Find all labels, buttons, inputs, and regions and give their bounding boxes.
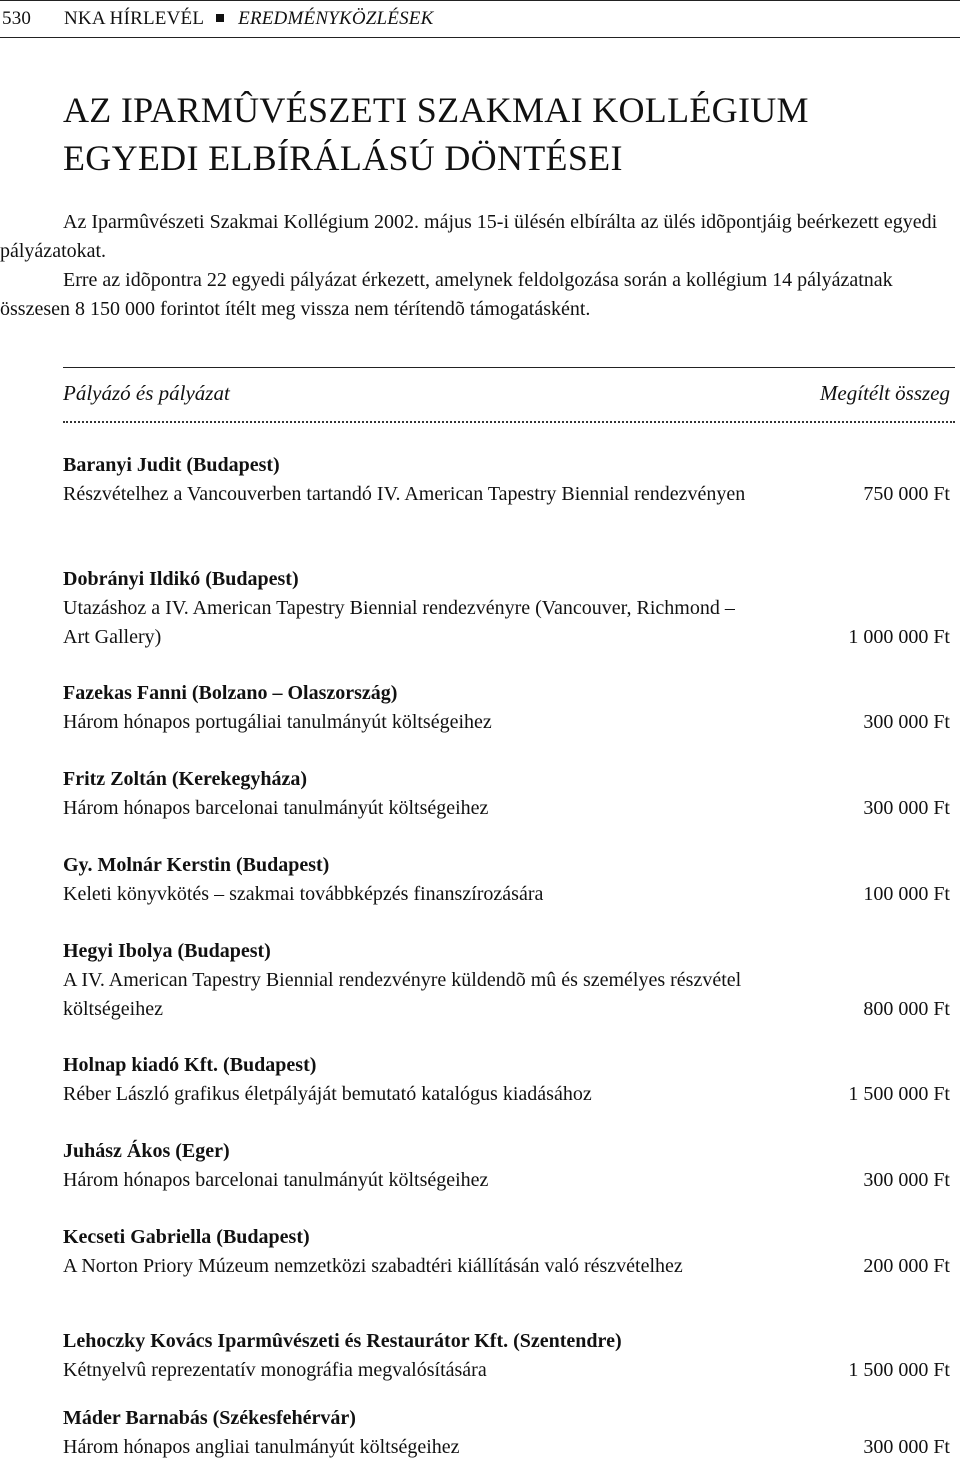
applicant-name: Máder Barnabás (Székesfehérvár) xyxy=(63,1407,356,1429)
grant-description: A IV. American Tapestry Biennial rendezvényre küldendõ mû és személyes részvétel költségeihez xyxy=(63,969,742,1020)
grant-entry xyxy=(63,1404,950,1462)
applicant-name: Gy. Molnár Kerstin (Budapest) xyxy=(63,854,330,876)
grant-description: Részvételhez a Vancouverben tartandó IV. American Tapestry Biennial rendezvényen xyxy=(63,483,746,505)
publication-name: NKA HÍRLEVÉL xyxy=(64,8,205,29)
applicant-name: Hegyi Ibolya (Budapest) xyxy=(63,940,271,962)
grant-amount: 300 000 Ft xyxy=(863,1169,950,1191)
applicant-name: Juhász Ákos (Eger) xyxy=(63,1140,230,1162)
page-title xyxy=(63,86,943,182)
applicant-name: Fritz Zoltán (Kerekegyháza) xyxy=(63,768,308,790)
intro-text xyxy=(0,208,956,324)
grant-amount: 300 000 Ft xyxy=(863,797,950,819)
grant-amount: 200 000 Ft xyxy=(863,1255,950,1277)
grant-entry xyxy=(63,1051,950,1109)
intro-paragraph-2: Erre az idõpontra 22 egyedi pályázat érkezett, amelynek feldolgozása során a kollégium 14 pályázatnak összesen 8 150 000 forintot ítélt meg vissza nem térítendõ támogatásként. xyxy=(0,269,893,320)
grant-entry xyxy=(63,937,950,1024)
grant-description: Réber László grafikus életpályáját bemutató katalógus kiadásához xyxy=(63,1083,592,1105)
grant-entry xyxy=(63,765,950,823)
title-line-1: AZ IPARMÛVÉSZETI SZAKMAI KOLLÉGIUM xyxy=(63,90,809,130)
grant-description: A Norton Priory Múzeum nemzetközi szabadtéri kiállításán való részvételhez xyxy=(63,1255,683,1277)
grant-amount: 1 500 000 Ft xyxy=(848,1083,950,1105)
grant-amount: 1 000 000 Ft xyxy=(848,626,950,648)
grant-entry xyxy=(63,1137,950,1195)
applicant-name: Fazekas Fanni (Bolzano – Olaszország) xyxy=(63,682,398,704)
grant-entry xyxy=(63,565,950,652)
grant-description: Utazáshoz a IV. American Tapestry Biennial rendezvényre (Vancouver, Richmond – Art Gallery) xyxy=(63,597,735,648)
applicant-name: Kecseti Gabriella (Budapest) xyxy=(63,1226,310,1248)
section-name: EREDMÉNYKÖZLÉSEK xyxy=(238,8,434,29)
square-bullet-icon xyxy=(216,14,224,22)
grant-amount: 300 000 Ft xyxy=(863,711,950,733)
column-header-applicant: Pályázó és pályázat xyxy=(63,381,230,405)
grant-description: Kétnyelvû reprezentatív monográfia megvalósítására xyxy=(63,1359,487,1381)
running-head xyxy=(0,0,960,38)
grant-description: Három hónapos angliai tanulmányút költségeihez xyxy=(63,1436,460,1458)
grant-entry xyxy=(63,679,950,737)
grant-amount: 750 000 Ft xyxy=(863,483,950,505)
applicant-name: Dobrányi Ildikó (Budapest) xyxy=(63,568,299,590)
grant-entry xyxy=(63,451,950,509)
applicant-name: Baranyi Judit (Budapest) xyxy=(63,454,280,476)
grant-description: Keleti könyvkötés – szakmai továbbképzés finanszírozására xyxy=(63,883,544,905)
grant-amount: 100 000 Ft xyxy=(863,883,950,905)
grant-entry xyxy=(63,1223,950,1281)
grant-amount: 300 000 Ft xyxy=(863,1436,950,1458)
grant-entry xyxy=(63,851,950,909)
intro-paragraph-1: Az Iparmûvészeti Szakmai Kollégium 2002. május 15-i ülésén elbírálta az ülés idõpontjáig beérkezett egyedi pályázatokat. xyxy=(0,211,938,262)
applicant-name: Holnap kiadó Kft. (Budapest) xyxy=(63,1054,317,1076)
applicant-name: Lehoczky Kovács Iparmûvészeti és Restaurátor Kft. (Szentendre) xyxy=(63,1330,622,1352)
grant-entry xyxy=(63,1327,950,1385)
grant-description: Három hónapos barcelonai tanulmányút költségeihez xyxy=(63,797,489,819)
table-top-rule xyxy=(63,367,955,368)
grant-amount: 1 500 000 Ft xyxy=(848,1359,950,1381)
grant-description: Három hónapos barcelonai tanulmányút költségeihez xyxy=(63,1169,489,1191)
title-line-2: EGYEDI ELBÍRÁLÁSÚ DÖNTÉSEI xyxy=(63,138,623,178)
table-dotted-rule xyxy=(63,421,955,423)
grant-description: Három hónapos portugáliai tanulmányút költségeihez xyxy=(63,711,492,733)
grant-amount: 800 000 Ft xyxy=(863,998,950,1020)
page-number: 530 xyxy=(2,8,32,29)
column-header-amount: Megítélt összeg xyxy=(819,381,950,405)
